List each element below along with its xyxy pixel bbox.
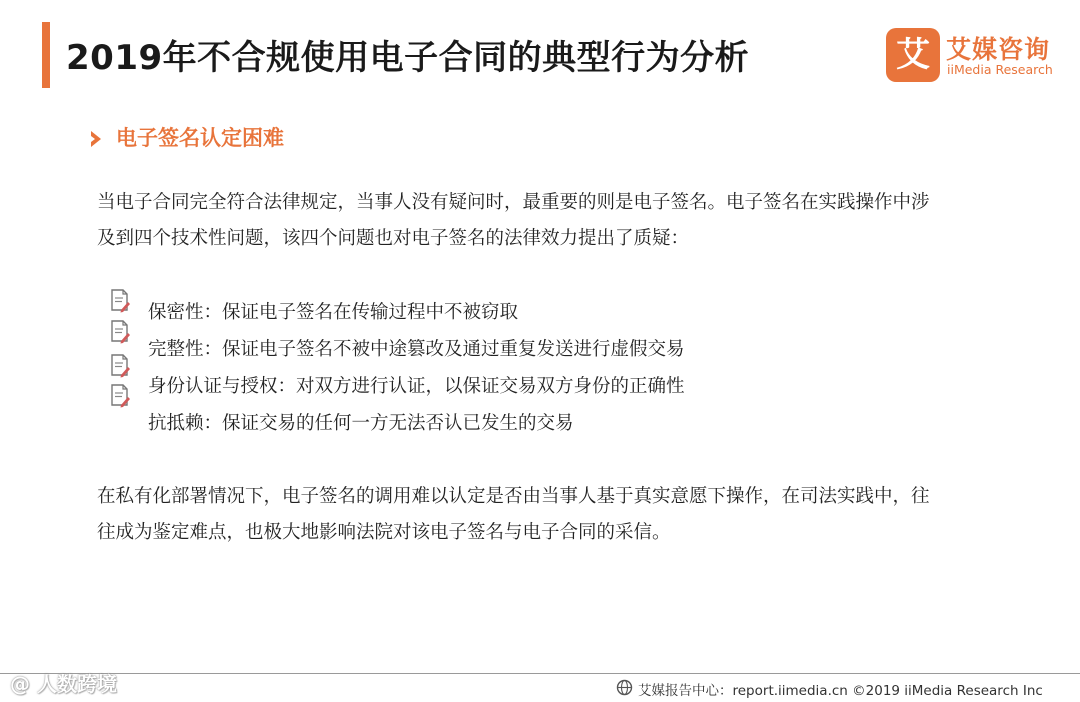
intro-paragraph [97,185,1027,257]
brand-logo [886,28,1066,84]
conclusion-line: 往成为鉴定难点，也极大地影响法院对该电子签名与电子合同的采信。 [97,522,671,543]
document-edit-icon [109,354,131,378]
document-edit-icon [109,384,131,408]
globe-icon [616,679,633,696]
conclusion-paragraph [97,479,1027,551]
logo-mark-character: 艾 [896,35,930,75]
chevron-right-icon [86,129,106,149]
watermark: @ 人数跨境 [10,672,117,696]
document-edit-icon [109,320,131,344]
footer-source: 艾媒报告中心：report.iimedia.cn ©2019 iiMedia Research Inc [638,683,1043,699]
bullet-non-repudiation: 抗抵赖：保证交易的任何一方无法否认已发生的交易 [148,413,574,434]
bullet-authentication: 身份认证与授权：对双方进行认证，以保证交易双方身份的正确性 [148,376,685,397]
page-title: 2019年不合规使用电子合同的典型行为分析 [66,38,750,78]
bullet-confidentiality: 保密性：保证电子签名在传输过程中不被窃取 [148,302,519,323]
logo-mark-icon [886,28,940,82]
intro-line: 当电子合同完全符合法律规定，当事人没有疑问时，最重要的则是电子签名。电子签名在实践操作中涉 [97,192,930,213]
document-edit-icon [109,289,131,313]
logo-name-en: iiMedia Research [947,62,1053,77]
footer-divider [0,673,1080,674]
bullet-integrity: 完整性：保证电子签名不被中途篡改及通过重复发送进行虚假交易 [148,339,685,360]
intro-line: 及到四个技术性问题，该四个问题也对电子签名的法律效力提出了质疑： [97,228,690,249]
title-accent-bar [42,22,50,88]
section-title: 电子签名认定困难 [116,126,284,150]
logo-name-cn: 艾媒咨询 [946,35,1051,64]
conclusion-line: 在私有化部署情况下，电子签名的调用难以认定是否由当事人基于真实意愿下操作，在司法实践中，往 [97,486,930,507]
